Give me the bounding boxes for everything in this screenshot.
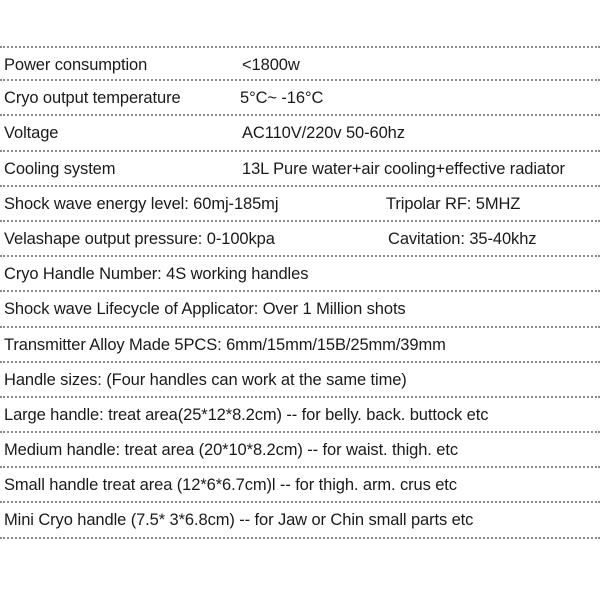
spec-row-power xyxy=(0,46,600,81)
spec-text: Cryo Handle Number: 4S working handles xyxy=(4,265,309,284)
spec-row-velashape xyxy=(0,222,600,257)
spec-value: <1800w xyxy=(242,56,300,74)
spec-value: 5°C~ -16°C xyxy=(240,89,324,108)
spec-text: Handle sizes: (Four handles can work at the same time) xyxy=(4,370,407,389)
spec-table xyxy=(0,46,600,539)
spec-row-voltage xyxy=(0,116,600,151)
spec-label: Cooling system xyxy=(4,159,116,178)
spec-row-mini-handle xyxy=(0,503,600,538)
spec-text: Shock wave Lifecycle of Applicator: Over 1 Million shots xyxy=(4,300,406,319)
spec-row-shockwave-energy xyxy=(0,187,600,222)
spec-row-handle-sizes xyxy=(0,363,600,398)
spec-value: 13L Pure water+air cooling+effective radiator xyxy=(242,159,565,178)
spec-row-cryo-handles xyxy=(0,257,600,292)
spec-right-text: Cavitation: 35-40khz xyxy=(388,229,537,248)
spec-row-large-handle xyxy=(0,398,600,433)
spec-text: Small handle treat area (12*6*6.7cm)l -- for thigh. arm. crus etc xyxy=(4,476,457,495)
spec-row-small-handle xyxy=(0,468,600,503)
spec-row-medium-handle xyxy=(0,433,600,468)
spec-text: Medium handle: treat area (20*10*8.2cm) -- for waist. thigh. etc xyxy=(4,441,458,460)
spec-right-text: Tripolar RF: 5MHZ xyxy=(386,194,521,213)
spec-row-lifecycle xyxy=(0,292,600,327)
spec-label: Voltage xyxy=(4,124,59,143)
spec-label: Cryo output temperature xyxy=(4,89,181,108)
spec-value: AC110V/220v 50-60hz xyxy=(242,124,405,143)
spec-label: Power consumption xyxy=(4,56,148,74)
spec-text: Transmitter Alloy Made 5PCS: 6mm/15mm/15B/25mm/39mm xyxy=(4,335,446,354)
spec-text: Shock wave energy level: 60mj-185mj xyxy=(4,194,279,213)
spec-row-cooling xyxy=(0,152,600,187)
spec-row-cryo-temperature xyxy=(0,81,600,116)
spec-text: Large handle: treat area(25*12*8.2cm) -- for belly. back. buttock etc xyxy=(4,405,489,424)
spec-row-transmitter xyxy=(0,328,600,363)
spec-text: Velashape output pressure: 0-100kpa xyxy=(4,229,275,248)
spec-text: Mini Cryo handle (7.5* 3*6.8cm) -- for Jaw or Chin small parts etc xyxy=(4,511,474,530)
